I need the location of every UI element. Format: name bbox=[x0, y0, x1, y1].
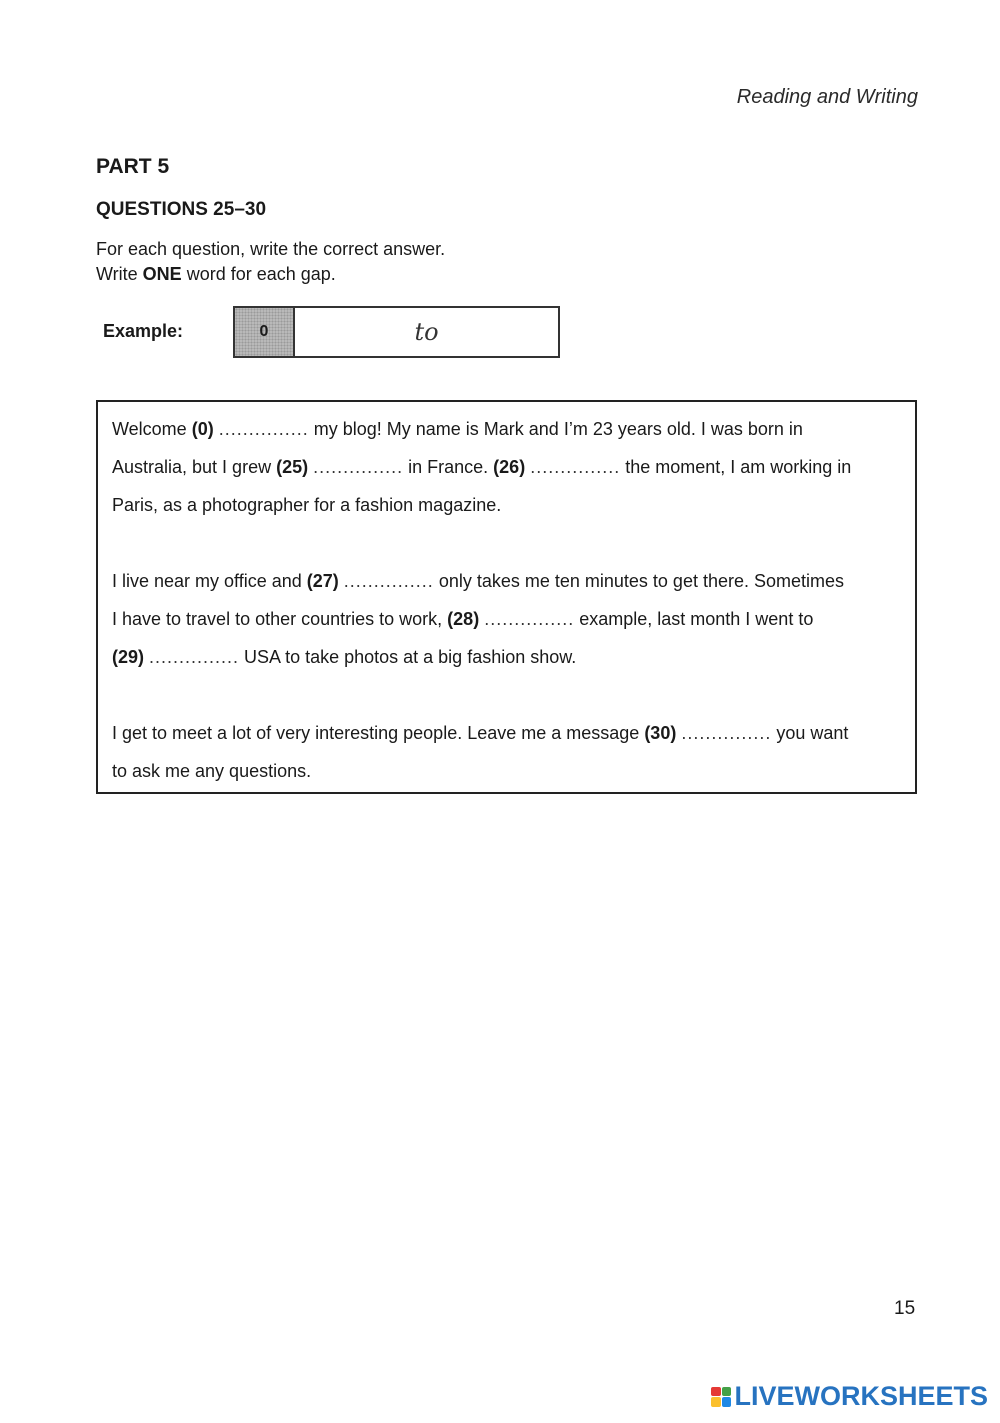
paragraph-spacer bbox=[98, 524, 915, 562]
gap-number-0: (0) bbox=[191, 419, 214, 439]
instruction-text: Write bbox=[96, 264, 143, 284]
line bbox=[112, 723, 848, 743]
gap-25[interactable]: ............... bbox=[313, 457, 404, 477]
text: in France. bbox=[403, 457, 494, 477]
logo-tile bbox=[722, 1387, 732, 1397]
text: Australia, but I grew bbox=[112, 457, 277, 477]
text: you want bbox=[771, 723, 849, 743]
line bbox=[112, 419, 803, 439]
line bbox=[112, 457, 851, 477]
gap-number-25: (25) bbox=[276, 457, 309, 477]
logo-icon bbox=[711, 1387, 731, 1407]
text: my blog! My name is Mark and I’m 23 years old. I was born in bbox=[308, 419, 803, 439]
instruction-line-1: For each question, write the correct answer. bbox=[96, 239, 446, 259]
line bbox=[112, 647, 576, 667]
gap-number-28: (28) bbox=[447, 609, 480, 629]
paragraph-spacer bbox=[98, 676, 915, 714]
example-box bbox=[233, 306, 560, 358]
gap-29[interactable]: ............... bbox=[149, 647, 240, 667]
logo-tile bbox=[722, 1397, 732, 1407]
liveworksheets-logo[interactable] bbox=[711, 1381, 988, 1412]
logo-text: LIVEWORKSHEETS bbox=[734, 1381, 988, 1411]
text: I live near my office and bbox=[112, 571, 307, 591]
line bbox=[112, 609, 813, 629]
example-answer: to bbox=[414, 318, 439, 346]
text: I have to travel to other countries to work, bbox=[112, 609, 448, 629]
logo-tile bbox=[711, 1387, 721, 1397]
example-number: 0 bbox=[235, 308, 295, 356]
gap-number-26: (26) bbox=[493, 457, 526, 477]
gap-26[interactable]: ............... bbox=[530, 457, 621, 477]
paragraph-1 bbox=[98, 410, 915, 524]
text: example, last month I went to bbox=[574, 609, 814, 629]
text: Welcome bbox=[112, 419, 192, 439]
questions-title: QUESTIONS 25–30 bbox=[96, 199, 267, 220]
part-title: PART 5 bbox=[96, 155, 170, 178]
gap-27[interactable]: ............... bbox=[343, 571, 434, 591]
gap-0[interactable]: ............... bbox=[218, 419, 309, 439]
text: I get to meet a lot of very interesting people. Leave me a message bbox=[112, 723, 645, 743]
text: USA to take photos at a big fashion show. bbox=[239, 647, 577, 667]
text: only takes me ten minutes to get there. Sometimes bbox=[433, 571, 845, 591]
text: to ask me any questions. bbox=[112, 761, 312, 781]
text: Paris, as a photographer for a fashion magazine. bbox=[112, 495, 502, 515]
line bbox=[112, 571, 844, 591]
page-number: 15 bbox=[894, 1298, 916, 1319]
gap-number-27: (27) bbox=[306, 571, 339, 591]
instruction-text: word for each gap. bbox=[181, 264, 336, 284]
logo-tile bbox=[711, 1397, 721, 1407]
gap-number-30: (30) bbox=[644, 723, 677, 743]
gap-28[interactable]: ............... bbox=[484, 609, 575, 629]
instruction-line-2 bbox=[96, 264, 336, 285]
paragraph-3 bbox=[98, 714, 915, 790]
passage-box bbox=[96, 400, 917, 794]
paragraph-2 bbox=[98, 562, 915, 676]
section-header: Reading and Writing bbox=[736, 86, 918, 108]
instruction-emphasis: ONE bbox=[142, 264, 182, 284]
gap-number-29: (29) bbox=[112, 647, 145, 667]
gap-30[interactable]: ............... bbox=[681, 723, 772, 743]
example-label: Example: bbox=[103, 321, 184, 341]
text: the moment, I am working in bbox=[620, 457, 852, 477]
